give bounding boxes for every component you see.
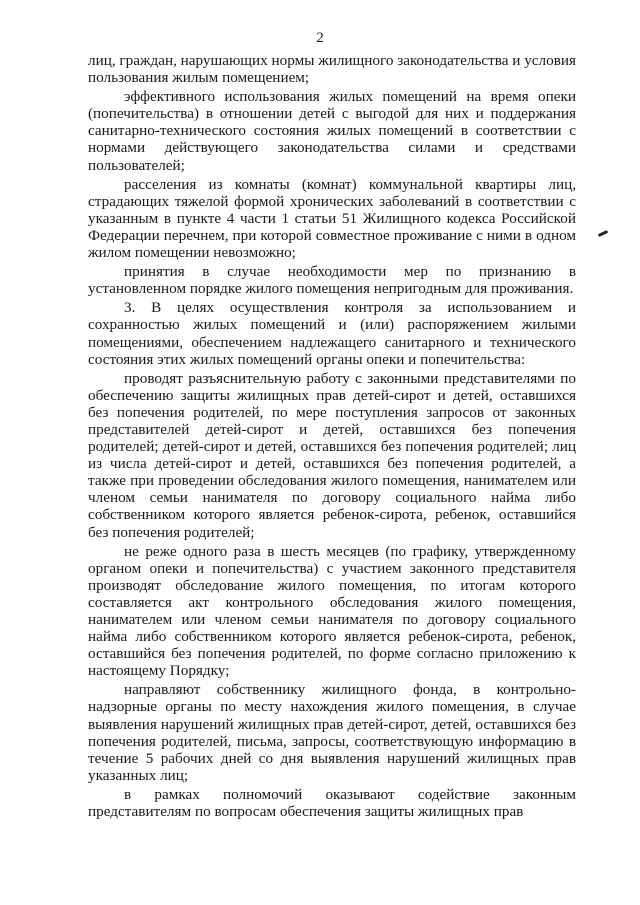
paragraph: направляют собственнику жилищного фонда, в контрольно-надзорные органы по месту нахождения жилого помещения, в случае выявления нарушений жилищных прав детей-сирот, детей, оставшихся без попечения родителей, письма, запросы, соответствующую информацию в течение 5 рабочих дней со дня выявления нарушений жилищных прав указанных лиц;: [88, 681, 576, 784]
document-body: [88, 52, 576, 822]
paragraph: эффективного использования жилых помещений на время опеки (попечительства) в отношении детей с выгодой для них и поддержания санитарно-технического состояния жилых помещений в соответствии с нормами действующего законодательства силами и средствами пользователей;: [88, 88, 576, 174]
paragraph: в рамках полномочий оказывают содействие законным представителям по вопросам обеспечения защиты жилищных прав: [88, 785, 576, 821]
page-number: 2: [316, 30, 324, 46]
paragraph: 3. В целях осуществления контроля за использованием и сохранностью жилых помещений и (или) распоряжением жилыми помещениями, обеспечением надлежащего санитарного и технического состояния этих жилых помещений органы опеки и попечительства:: [88, 299, 576, 368]
paragraph: расселения из комнаты (комнат) коммунальной квартиры лиц, страдающих тяжелой формой хронических заболеваний в соответствии с указанным в пункте 4 части 1 статьи 51 Жилищного кодекса Российской Федерации перечнем, при которой совместное проживание с ними в одном жилом помещении невозможно;: [88, 175, 576, 262]
paragraph: лиц, граждан, нарушающих нормы жилищного законодательства и условия пользования жилым помещением;: [88, 52, 576, 87]
paragraph: принятия в случае необходимости мер по признанию в установленном порядке жилого помещения непригодным для проживания.: [88, 263, 576, 298]
paragraph: не реже одного раза в шесть месяцев (по графику, утвержденному органом опеки и попечительства) с участием законного представителя производят обследование жилого помещения, по итогам которого составляется акт контрольного обследования жилого помещения, нанимателем или членом семьи нанимателя по договору социального найма либо собственником которого является ребенок-сирота, ребенок, оставшийся без попечения родителей, по форме согласно приложению к настоящему Порядку;: [88, 542, 576, 680]
ink-mark: [598, 230, 608, 237]
paragraph: проводят разъяснительную работу с законными представителями по обеспечению защиты жилищных прав детей-сирот и детей, оставшихся без попечения родителей, по мере поступления запросов от законных представителей детей-сирот и детей, оставшихся без попечения родителей; детей-сирот и детей, оставшихся без попечения родителей; лиц из числа детей-сирот и детей, оставшихся без попечения родителей, а также при проведении обследования жилого помещения, нанимателем или членом семьи нанимателя по договору социального найма либо собственником которого является ребенок-сирота, ребенок, оставшийся без попечения родителей;: [88, 369, 576, 541]
